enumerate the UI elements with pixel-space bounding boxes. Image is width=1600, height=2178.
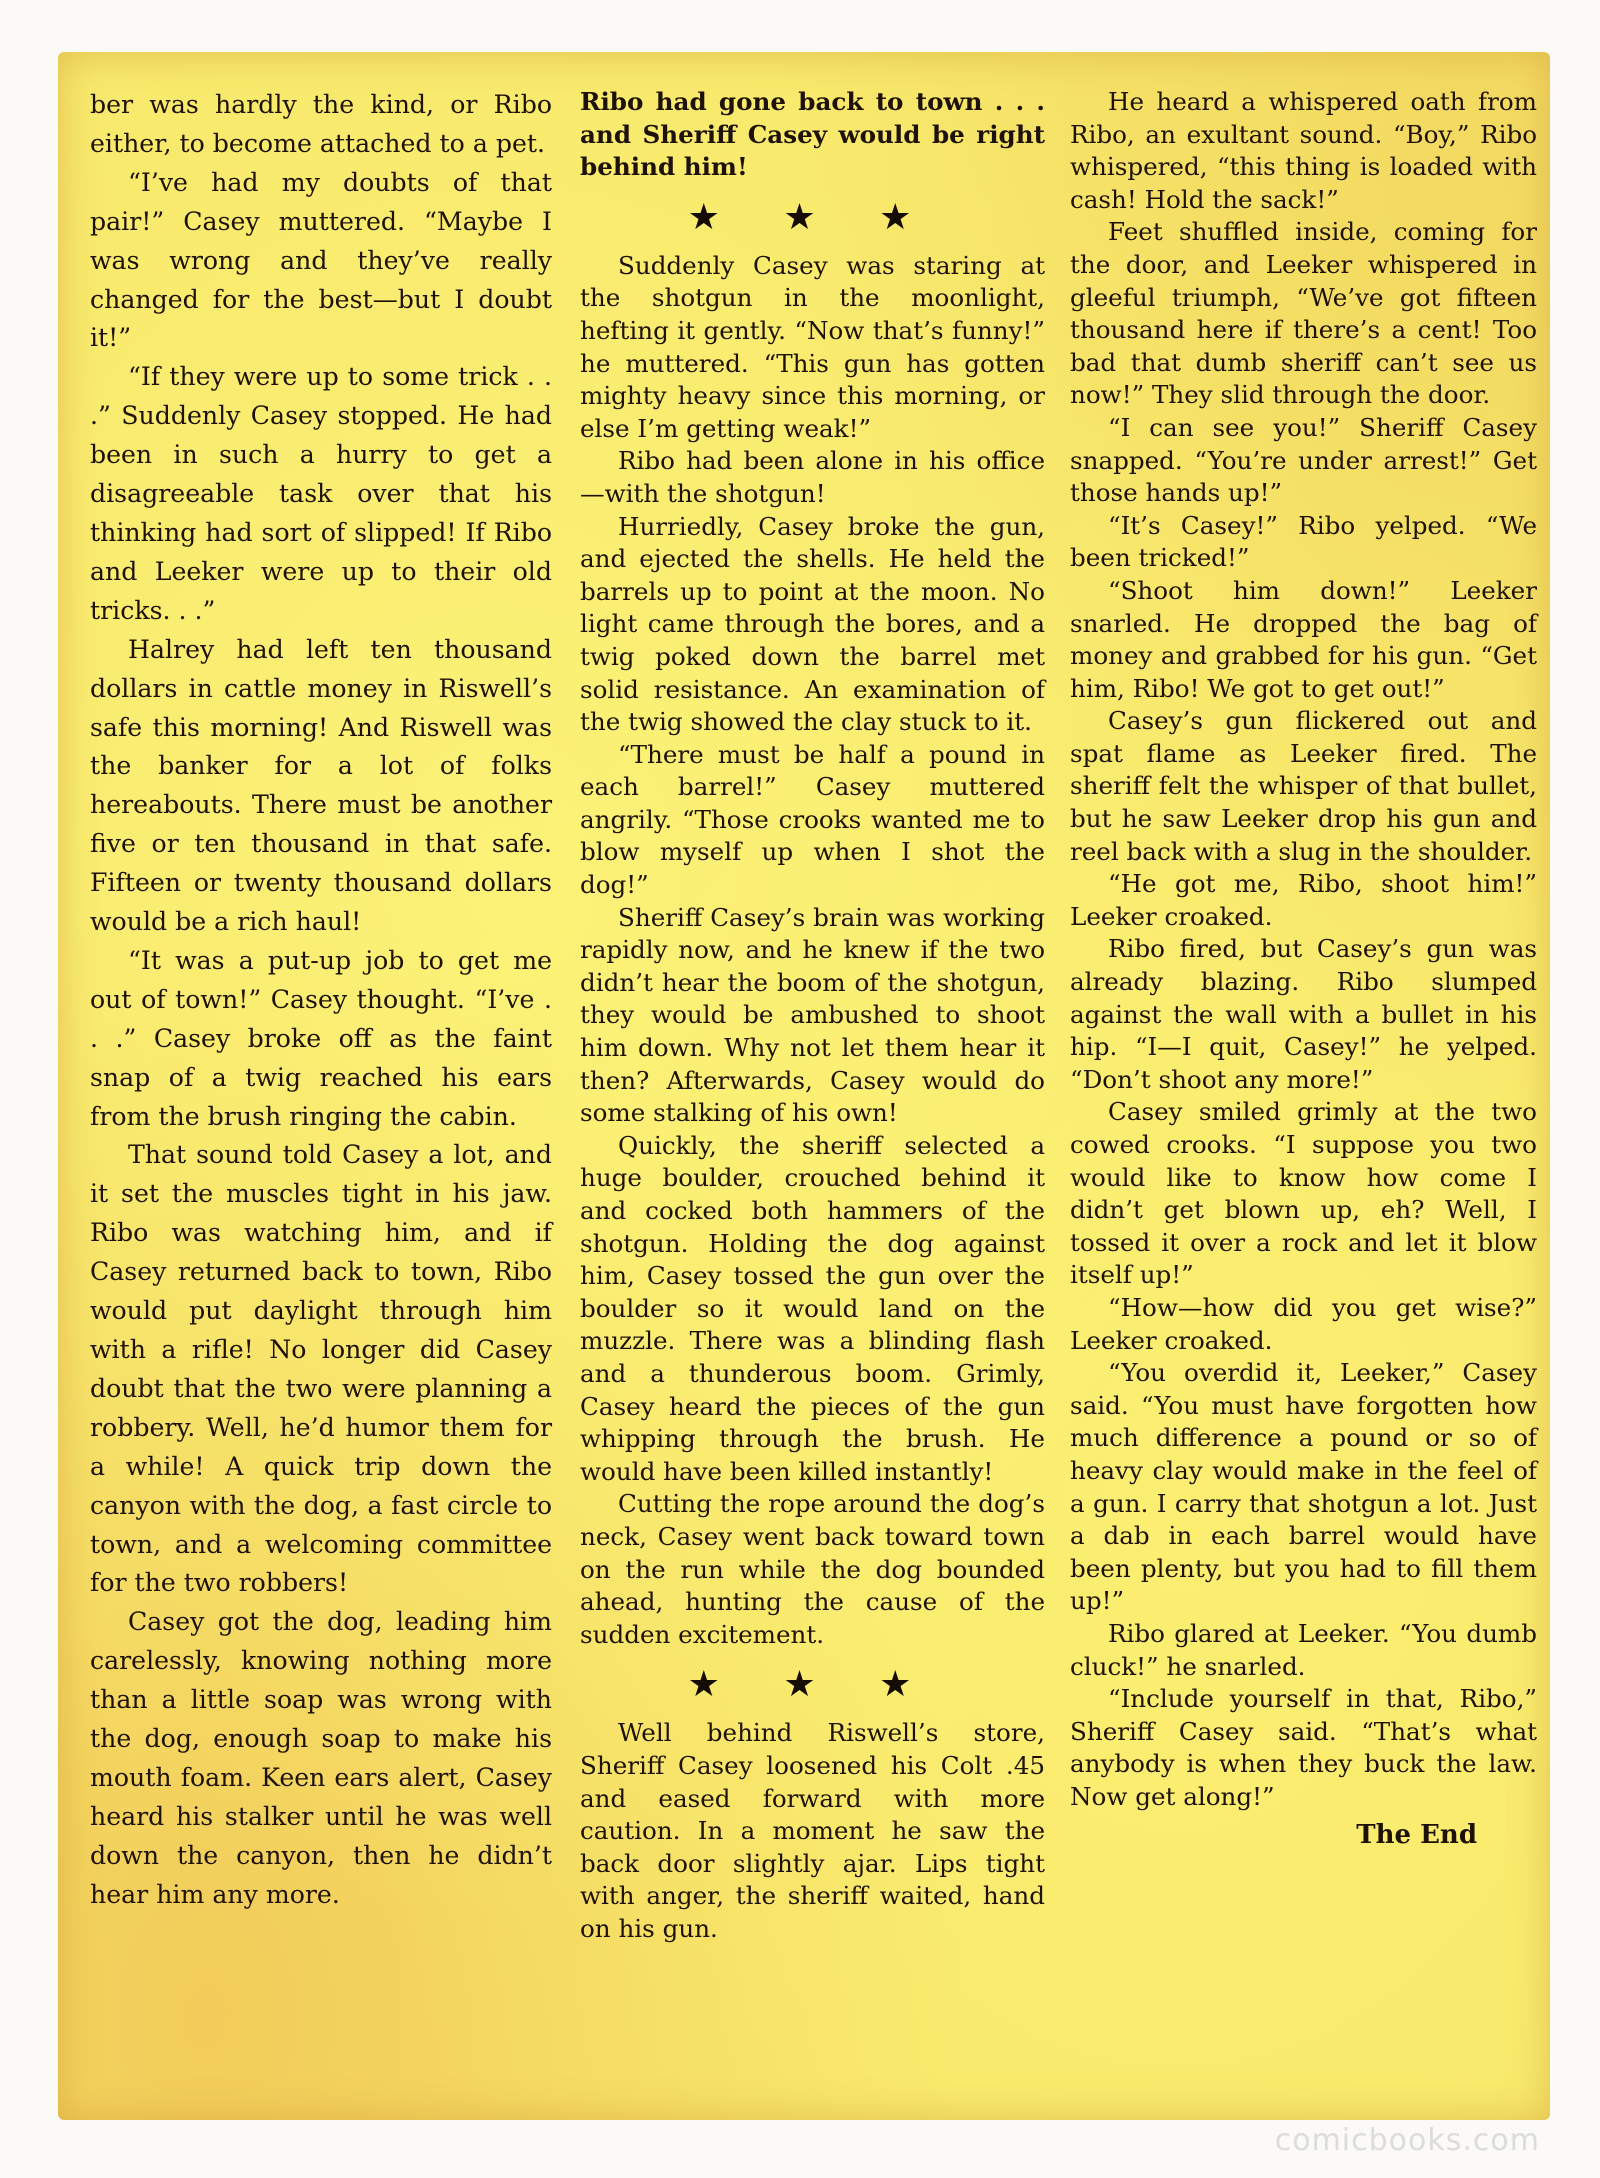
paragraph: “Include yourself in that, Ribo,” Sheriff Casey said. “That’s what anybody is when they buck the law. Now get along!” (1070, 1684, 1537, 1811)
paragraph: “If they were up to some trick . . .” Suddenly Casey stopped. He had been in such a hurry to get a disagreeable task over that his thinking had sort of slipped! If Ribo and Leeker were up to their old tricks. . .” (90, 362, 552, 625)
column-1 (90, 86, 552, 1915)
paragraph: “I’ve had my doubts of that pair!” Casey muttered. “Maybe I was wrong and they’ve really changed for the best—but I doubt it!” (90, 167, 552, 353)
paragraph: Quickly, the sheriff selected a huge boulder, crouched behind it and cocked both hammers of the shotgun. Holding the dog against him, Casey tossed the gun over the boulder so it would land on the muzzle. There was a blinding flash and a thunderous boom. Grimly, Casey heard the pieces of the gun whipping through the brush. He would have been killed instantly! (580, 1130, 1045, 1486)
paragraph: That sound told Casey a lot, and it set the muscles tight in his jaw. Ribo was watching him, and if Casey returned back to town, Ribo would put daylight through him with a rifle! No longer did Casey doubt that the two were planning a robbery. Well, he’d humor them for a while! A quick trip down the canyon with the dog, a fast circle to town, and a welcoming committee for the two robbers! (90, 1140, 552, 1598)
paragraph: Cutting the rope around the dog’s neck, Casey went back toward town on the run while the dog bounded ahead, hunting the cause of the sudden excitement. (580, 1489, 1045, 1649)
watermark: comicbooks.com (1274, 2123, 1540, 2158)
paragraph: Casey got the dog, leading him carelessly, knowing nothing more than a little soap was wrong with the dog, enough soap to make his mouth foam. Keen ears alert, Casey heard his stalker until he was well down the canyon, then he didn’t hear him any more. (90, 1607, 552, 1909)
paragraph: “He got me, Ribo, shoot him!” Leeker croaked. (1070, 869, 1537, 931)
paragraph: “I can see you!” Sheriff Casey snapped. “You’re under arrest!” Get those hands up!” (1070, 412, 1537, 508)
paragraph: Sheriff Casey’s brain was working rapidly now, and he knew if the two didn’t hear the boom of the shotgun, they would be ambushed to shoot him down. Why not let them hear it then? Afterwards, Casey would do some stalking of his own! (580, 902, 1045, 1128)
paragraph: Halrey had left ten thousand dollars in cattle money in Riswell’s safe this morning! And Riswell was the banker for a lot of folks hereabouts. There must be another five or ten thousand in that safe. Fifteen or twenty thousand dollars would be a rich haul! (90, 634, 552, 937)
paragraph: Casey’s gun flickered out and spat flame as Leeker fired. The sheriff felt the whisper of that bullet, but he saw Leeker drop his gun and reel back with a slug in the shoulder. (1070, 706, 1537, 866)
star-divider: ★ ★ ★ (687, 1664, 938, 1706)
paragraph: “Shoot him down!” Leeker snarled. He dropped the bag of money and grabbed for his gun. “Get him, Ribo! We got to get out!” (1070, 575, 1537, 703)
paragraph: ber was hardly the kind, or Ribo either, to become attached to a pet. (90, 90, 552, 158)
paragraph: “It was a put-up job to get me out of town!” Casey thought. “I’ve . . .” Casey broke off as the faint snap of a twig reached his ears from the brush ringing the cabin. (90, 945, 552, 1131)
paragraph: Ribo had been alone in his office—with the shotgun! (580, 446, 1045, 508)
paragraph: Feet shuffled inside, coming for the door, and Leeker whispered in gleeful triumph, “We’ve got fifteen thousand here if there’s a cent! Too bad that dumb sheriff can’t see us now!” They slid through the door. (1070, 217, 1537, 410)
the-end-label: The End (1356, 1820, 1477, 1851)
paragraph: Hurriedly, Casey broke the gun, and ejected the shells. He held the barrels up to point at the moon. No light came through the bores, and a twig poked down the barrel met solid resistance. An examination of the twig showed the clay stuck to it. (580, 511, 1045, 737)
paragraph: Ribo fired, but Casey’s gun was already blazing. Ribo slumped against the wall with a bullet in his hip. “I—I quit, Casey!” he yelped. “Don’t shoot any more!” (1070, 934, 1537, 1094)
paragraph: Suddenly Casey was staring at the shotgun in the moonlight, hefting it gently. “Now that’s funny!” he muttered. “This gun has gotten mighty heavy since this morning, or else I’m getting weak!” (580, 250, 1045, 443)
paragraph: Casey smiled grimly at the two cowed crooks. “I suppose you two would like to know how come I didn’t get blown up, eh? Well, I tossed it over a rock and let it blow itself up!” (1070, 1097, 1537, 1290)
paragraph: “How—how did you get wise?” Leeker croaked. (1070, 1292, 1537, 1355)
paragraph: “There must be half a pound in each barrel!” Casey muttered angrily. “Those crooks wanted me to blow myself up when I shot the dog!” (580, 739, 1045, 900)
paragraph: “It’s Casey!” Ribo yelped. “We been tricked!” (1070, 510, 1537, 573)
paragraph: He heard a whispered oath from Ribo, an exultant sound. “Boy,” Ribo whispered, “this thing is loaded with cash! Hold the sack!” (1070, 87, 1537, 214)
paragraph: Ribo glared at Leeker. “You dumb cluck!” he snarled. (1070, 1618, 1537, 1681)
paragraph: “You overdid it, Leeker,” Casey said. “You must have forgotten how much difference a pound or so of heavy clay would make in the feel of a gun. I carry that shotgun a lot. Just a dab in each barrel would have been plenty, but you had to fill them up!” (1070, 1358, 1537, 1616)
paragraph: Ribo had gone back to town . . . and Sheriff Casey would be right behind him! (580, 87, 1045, 182)
paragraph: Well behind Riswell’s store, Sheriff Casey loosened his Colt .45 and eased forward with more caution. In a moment he saw the back door slightly ajar. Lips tight with anger, the sheriff waited, hand on his gun. (580, 1718, 1045, 1943)
star-divider: ★ ★ ★ (687, 196, 938, 238)
column-2 (580, 86, 1045, 1945)
column-3 (1070, 86, 1537, 1852)
